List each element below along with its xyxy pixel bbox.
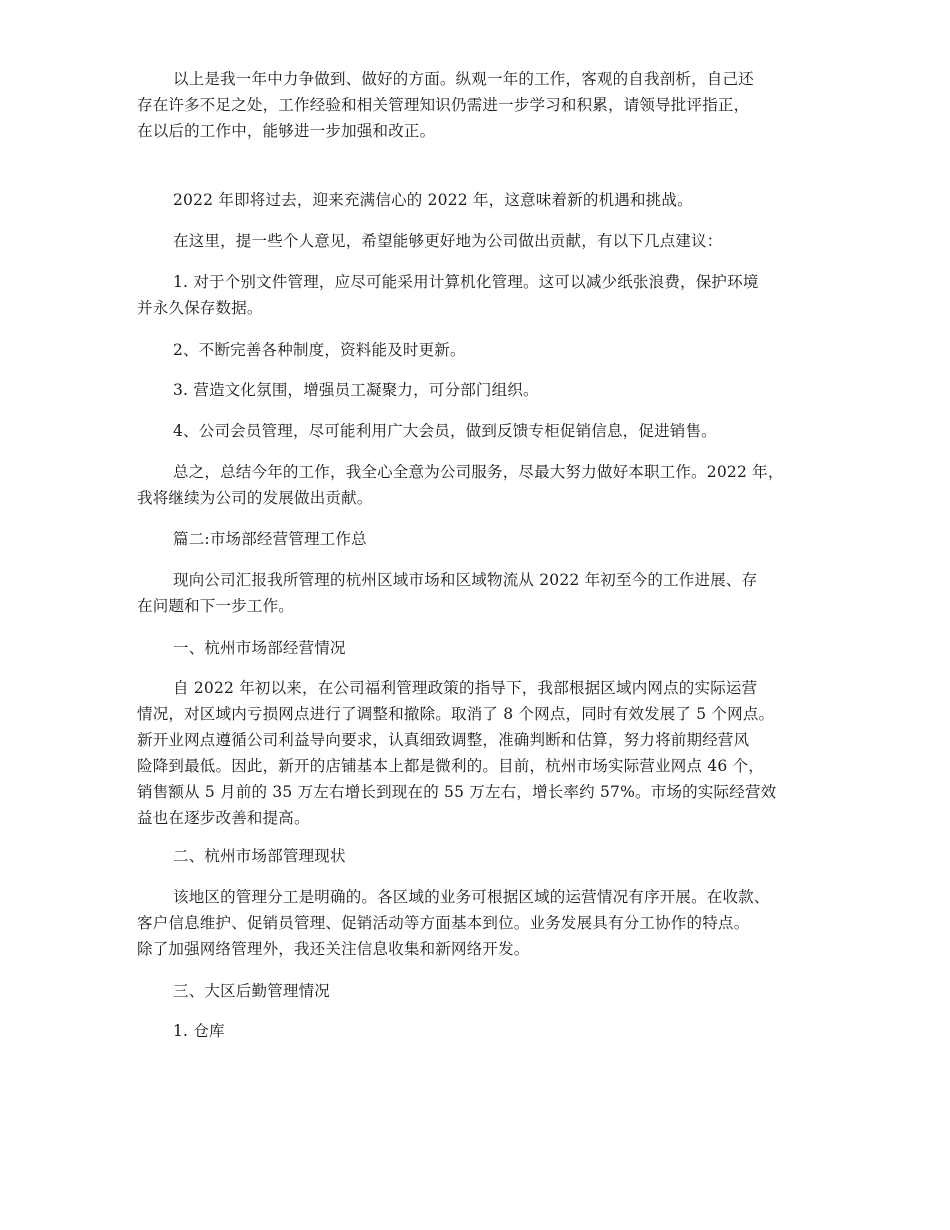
paragraph-new-year	[137, 187, 827, 213]
text-line: 自 2022 年初以来，在公司福利管理政策的指导下，我部根据区域内网点的实际运营	[173, 679, 758, 697]
paragraph-suggestion-4	[137, 418, 827, 444]
text-line: 2、不断完善各种制度，资料能及时更新。	[173, 341, 466, 359]
text-line: 现向公司汇报我所管理的杭州区域市场和区域物流从 2022 年初至今的工作进展、存	[173, 571, 758, 589]
text-line: 1. 对于个别文件管理，应尽可能采用计算机化管理。这可以减少纸张浪费，保护环境	[173, 273, 759, 291]
paragraph-operations	[137, 675, 827, 831]
text-line: 在以后的工作中，能够进一步加强和改正。	[137, 122, 436, 140]
section-heading-logistics	[137, 978, 827, 1004]
text-line: 4、公司会员管理，尽可能利用广大会员，做到反馈专柜促销信息，促进销售。	[173, 422, 717, 440]
text-line: 篇二:市场部经营管理工作总	[173, 530, 367, 548]
text-line: 三、大区后勤管理情况	[173, 982, 331, 1000]
paragraph-management	[137, 884, 827, 962]
text-line: 情况，对区域内亏损网点进行了调整和撤除。取消了 8 个网点，同时有效发展了 5 个网点。	[137, 705, 775, 723]
paragraph-suggestion-3	[137, 377, 827, 403]
section-heading-management	[137, 843, 827, 869]
text-line: 销售额从 5 月前的 35 万左右增长到现在的 55 万左右，增长率约 57%。市场的实际经营效	[137, 783, 777, 801]
text-line: 存在许多不足之处，工作经验和相关管理知识仍需进一步学习和积累，请领导批评指正，	[137, 96, 750, 114]
text-line: 我将继续为公司的发展做出贡献。	[137, 489, 373, 507]
text-line: 该地区的管理分工是明确的。各区域的业务可根据区域的运营情况有序开展。在收款、	[173, 888, 770, 906]
text-line: 在这里，提一些个人意见，希望能够更好地为公司做出贡献，有以下几点建议：	[173, 232, 723, 250]
text-line: 在问题和下一步工作。	[137, 597, 295, 615]
text-line: 2022 年即将过去，迎来充满信心的 2022 年，这意味着新的机遇和挑战。	[173, 191, 693, 209]
text-line: 二、杭州市场部管理现状	[173, 847, 346, 865]
section-heading-part-two	[137, 526, 827, 552]
paragraph-suggestions-intro	[137, 228, 827, 254]
text-line: 新开业网点遵循公司利益导向要求，认真细致调整，准确判断和估算，努力将前期经营风	[137, 731, 750, 749]
paragraph-conclusion	[137, 459, 827, 511]
subheading-warehouse	[137, 1018, 827, 1044]
paragraph-suggestion-2	[137, 337, 827, 363]
text-line: 1. 仓库	[173, 1022, 225, 1040]
paragraph-self-review	[137, 66, 827, 144]
text-line: 并永久保存数据。	[137, 299, 263, 317]
text-line: 客户信息维护、促销员管理、促销活动等方面基本到位。业务发展具有分工协作的特点。	[137, 914, 750, 932]
text-line: 险降到最低。因此，新开的店铺基本上都是微利的。目前，杭州市场实际营业网点 46 个，	[137, 757, 764, 775]
text-line: 3. 营造文化氛围，增强员工凝聚力，可分部门组织。	[173, 381, 539, 399]
text-line: 总之，总结今年的工作，我全心全意为公司服务，尽最大努力做好本职工作。2022 年，	[173, 463, 784, 481]
section-heading-operations	[137, 635, 827, 661]
text-line: 以上是我一年中力争做到、做好的方面。纵观一年的工作，客观的自我剖析，自己还	[173, 70, 754, 88]
text-line: 益也在逐步改善和提高。	[137, 809, 310, 827]
paragraph-suggestion-1	[137, 269, 827, 321]
text-line: 除了加强网络管理外，我还关注信息收集和新网络开发。	[137, 940, 530, 958]
paragraph-report-intro	[137, 567, 827, 619]
text-line: 一、杭州市场部经营情况	[173, 639, 346, 657]
